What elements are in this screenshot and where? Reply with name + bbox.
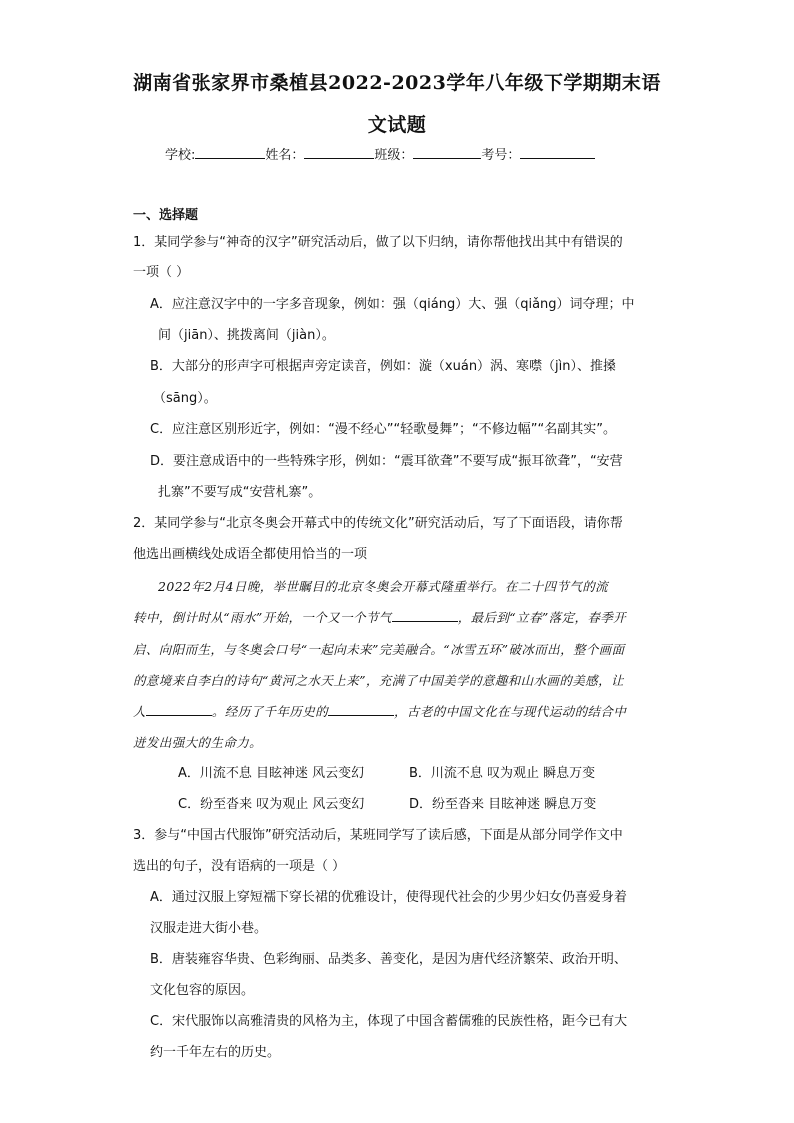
q2-passage-line5 [133,702,626,722]
q3-option-b-line2: 文化包容的原因。 [150,983,255,998]
q2-passage-line2 [133,608,626,628]
q1-option-b-line2: （sāng）。 [153,391,217,406]
q3-option-c-line2: 约一千年左右的历史。 [150,1045,281,1060]
exam-no-blank[interactable] [520,146,595,159]
q1-option-a-line1: A．应注意汉字中的一字多音现象，例如：强（qiáng）大、强（qiǎng）词夺理；中 [150,297,635,312]
school-blank[interactable] [195,146,265,159]
q2-stem-line2: 他选出画横线处成语全都使用恰当的一项 [133,547,368,562]
answer-blank-1[interactable] [392,609,458,622]
q2-passage-line6: 迸发出强大的生命力。 [133,735,263,750]
q2-passage-line4: 的意境来自李白的诗句“黄河之水天上来”，充满了中国美学的意趣和山水画的美感，让 [133,673,624,688]
exam-title-line1: 湖南省张家界市桑植县2022-2023学年八年级下学期期末语 [133,72,661,94]
q2-passage-line1: 2022年2月4日晚，举世瞩目的北京冬奥会开幕式隆重举行。在二十四节气的流 [158,579,609,594]
passage-text: 人 [133,704,146,719]
passage-text: 转中，倒计时从“雨水”开始，一个又一个节气 [133,610,392,625]
q1-stem-line1: 1．某同学参与“神奇的汉字”研究活动后，做了以下归纳，请你帮他找出其中有错误的 [133,235,623,250]
passage-text: ，最后到“立春”落定，春季开 [457,610,627,625]
q2-option-b: B．川流不息 叹为观止 瞬息万变 [409,766,596,781]
q2-stem-line1: 2．某同学参与“北京冬奥会开幕式中的传统文化”研究活动后，写了下面语段，请你帮 [133,516,623,531]
q3-option-a-line2: 汉服走进大街小巷。 [150,921,268,936]
q1-option-c-line1: C．应注意区别形近字，例如：“漫不经心”“轻歌曼舞”；“不修边幅”“名副其实”。 [150,422,616,437]
q2-option-d: D．纷至沓来 目眩神迷 瞬息万变 [409,797,597,812]
exam-title-line2: 文试题 [367,114,427,136]
q2-option-c: C．纷至沓来 叹为观止 风云变幻 [178,797,365,812]
name-blank[interactable] [304,146,374,159]
q2-passage-line3: 启、向阳而生，与冬奥会口号“一起向未来”完美融合。“冰雪五环”破冰而出，整个画面 [133,642,625,657]
answer-blank-3[interactable] [328,703,394,716]
school-label: 学校: [165,148,196,163]
answer-blank-2[interactable] [146,703,212,716]
q3-option-b-line1: B．唐装雍容华贵、色彩绚丽、品类多、善变化，是因为唐代经济繁荣、政治开明、 [150,952,627,967]
name-label: 姓名： [265,148,305,163]
passage-text: ，古老的中国文化在与现代运动的结合中 [394,704,627,719]
q3-option-c-line1: C．宋代服饰以高雅清贵的风格为主，体现了中国含蓄儒雅的民族性格，距今已有大 [150,1014,628,1029]
class-blank[interactable] [413,146,481,159]
student-info-line [165,144,645,163]
q1-option-d-line1: D．要注意成语中的一些特殊字形，例如：“震耳欲聋”不要写成“振耳欲聋”，“安营 [150,454,623,469]
q3-stem-line2: 选出的句子，没有语病的一项是（ ） [133,859,346,874]
exam-no-label: 考号： [481,148,521,163]
passage-text: 。经历了千年历史的 [211,704,329,719]
q3-stem-line1: 3．参与“中国古代服饰”研究活动后，某班同学写了读后感，下面是从部分同学作文中 [133,828,623,843]
class-label: 班级： [374,148,414,163]
q3-option-a-line1: A．通过汉服上穿短襦下穿长裙的优雅设计，使得现代社会的少男少妇女仍喜爱身着 [150,890,627,905]
q1-option-b-line1: B．大部分的形声字可根据声旁定读音，例如：漩（xuán）涡、寒噤（jìn）、推搡 [150,359,617,374]
q2-option-a: A．川流不息 目眩神迷 风云变幻 [178,766,365,781]
section-heading: 一、选择题 [133,208,199,223]
q1-option-d-line2: 扎寨”不要写成“安营札寨”。 [158,485,322,500]
q1-option-a-line2: 间（jiān）、挑拨离间（jiàn）。 [158,328,335,343]
q1-stem-line2: 一项（ ） [133,265,190,280]
